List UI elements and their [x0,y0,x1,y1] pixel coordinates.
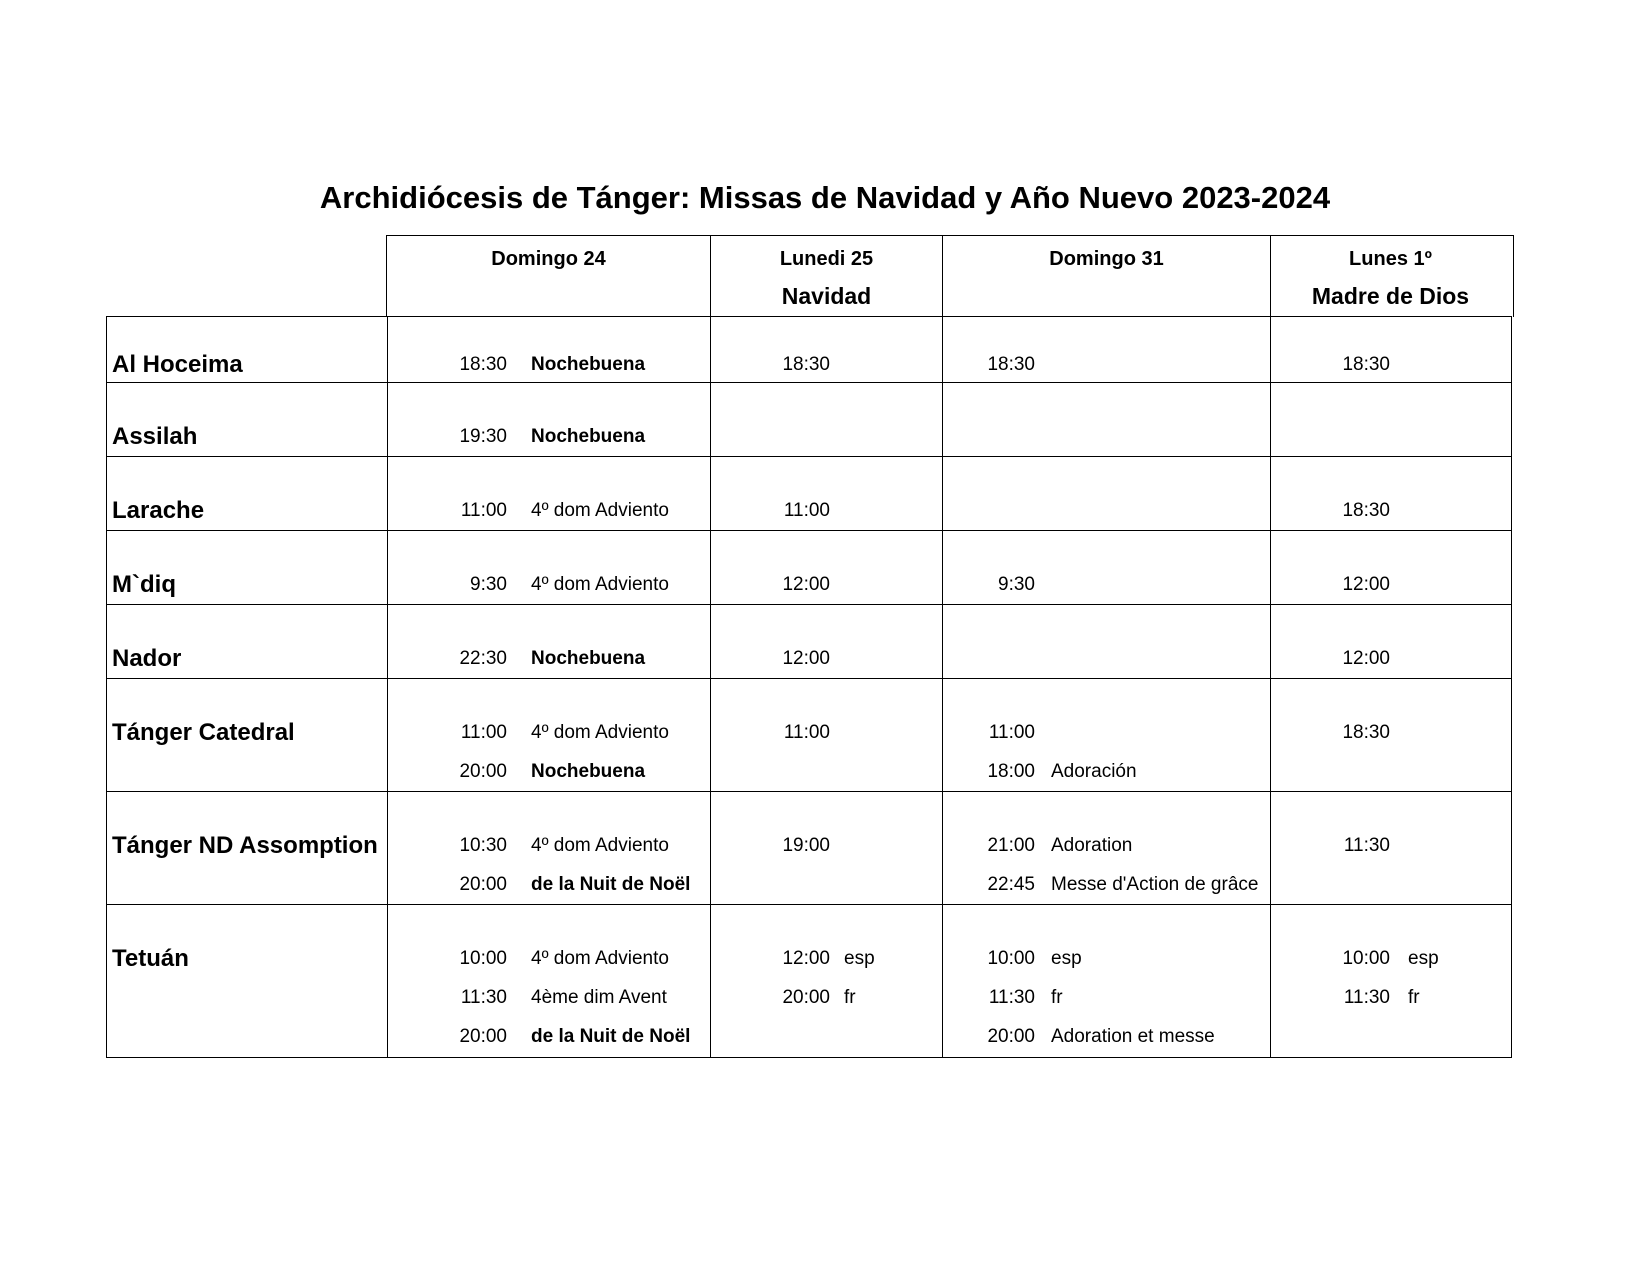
mass-entry [943,874,1258,896]
table-header [386,235,1514,317]
schedule-cell [1270,531,1510,604]
mass-description: de la Nuit de Noël [531,874,691,895]
mass-entry [388,874,690,896]
mass-description: Adoración [1051,761,1137,782]
mass-entry [1271,500,1408,522]
mass-entry [388,987,667,1009]
mass-description: fr [1051,987,1063,1008]
mass-time: 22:45 [987,874,1035,895]
mass-entry [943,354,1051,376]
mass-description: 4º dom Adviento [531,835,669,856]
mass-entry [943,574,1051,596]
mass-time: 11:30 [460,987,507,1008]
mass-time: 11:00 [460,500,507,521]
mass-time: 11:00 [988,722,1035,743]
mass-description: Nochebuena [531,761,646,782]
mass-description: Nochebuena [531,354,646,375]
mass-description: Nochebuena [531,648,646,669]
mass-entry [711,948,875,970]
mass-time: 18:30 [782,354,830,375]
table-row [106,531,1512,605]
mass-time: 20:00 [459,761,507,782]
mass-time: 12:00 [782,948,830,969]
mass-description: fr [844,987,856,1008]
mass-description: esp [1408,948,1439,969]
schedule-cell [387,792,710,904]
mass-description: 4º dom Adviento [531,500,669,521]
mass-description: 4ème dim Avent [531,987,667,1008]
parish-name: Tetuán [112,945,189,972]
schedule-cell [387,383,710,456]
header-label: Domingo 24 [491,248,606,270]
mass-time: 12:00 [782,648,830,669]
schedule-cell [1270,317,1510,382]
mass-entry [711,722,844,744]
mass-entry [943,987,1063,1009]
schedule-cell [387,457,710,530]
mass-time: 9:30 [998,574,1035,595]
table-row [106,383,1512,457]
parish-name: Nador [112,645,182,672]
parish-cell [107,605,387,678]
mass-time: 11:00 [783,500,830,521]
parish-name: Larache [112,497,205,524]
schedule-cell [387,605,710,678]
mass-entry [711,648,844,670]
parish-cell [107,317,387,382]
mass-time: 20:00 [987,1026,1035,1047]
mass-description: de la Nuit de Noël [531,1026,691,1047]
schedule-cell [710,457,942,530]
mass-entry [388,648,645,670]
table-row [106,679,1512,792]
mass-time: 12:00 [782,574,830,595]
mass-description: esp [844,948,875,969]
mass-time: 11:30 [1343,835,1390,856]
mass-time: 21:00 [987,835,1035,856]
header-domingo-24 [387,236,710,317]
header-domingo-31 [942,236,1270,317]
mass-time: 20:00 [782,987,830,1008]
mass-entry [711,835,844,857]
parish-name: Tánger Catedral [112,719,295,746]
mass-entry [388,574,669,596]
schedule-cell [942,679,1270,791]
parish-name: Tánger ND Assomption [112,832,378,859]
schedule-cell [387,905,710,1057]
schedule-cell [387,317,710,382]
mass-description: 4º dom Adviento [531,722,669,743]
mass-time: 12:00 [1342,648,1390,669]
mass-entry [711,987,856,1009]
mass-time: 19:00 [782,835,830,856]
mass-description: 4º dom Adviento [531,574,669,595]
mass-time: 10:00 [1342,948,1390,969]
mass-time: 11:00 [783,722,830,743]
schedule-cell [387,531,710,604]
mass-time: 10:00 [987,948,1035,969]
schedule-cell [1270,905,1510,1057]
schedule-cell [710,792,942,904]
mass-entry [388,354,645,376]
mass-entry [711,354,844,376]
parish-cell [107,679,387,791]
mass-entry [388,835,669,857]
mass-description: 4º dom Adviento [531,948,669,969]
header-lunes-1 [1270,236,1510,317]
schedule-cell [710,317,942,382]
mass-entry [388,1026,690,1048]
schedule-cell [1270,679,1510,791]
mass-time: 22:30 [459,648,507,669]
mass-description: Adoration [1051,835,1133,856]
parish-name: Assilah [112,423,198,450]
mass-entry [388,426,645,448]
mass-time: 11:30 [988,987,1035,1008]
mass-time: 11:30 [1343,987,1390,1008]
schedule-cell [942,792,1270,904]
mass-description: Adoration et messe [1051,1026,1215,1047]
mass-time: 20:00 [459,874,507,895]
mass-time: 9:30 [470,574,507,595]
schedule-cell [942,317,1270,382]
mass-time: 12:00 [1342,574,1390,595]
header-label: Lunedi 25 [779,248,874,270]
mass-entry [711,574,844,596]
table-row [106,905,1512,1058]
mass-entry [1271,948,1439,970]
mass-entry [388,761,645,783]
mass-description: fr [1408,987,1420,1008]
header-lunedi-25 [710,236,942,317]
mass-entry [1271,722,1408,744]
mass-description: Messe d'Action de grâce [1051,874,1259,895]
parish-name: Al Hoceima [112,351,243,378]
mass-time: 20:00 [459,1026,507,1047]
schedule-cell [942,383,1270,456]
mass-time: 10:00 [459,948,507,969]
mass-time: 18:30 [1342,500,1390,521]
schedule-cell [710,531,942,604]
mass-time: 18:30 [459,354,507,375]
mass-time: 11:00 [460,722,507,743]
schedule-cell [710,679,942,791]
mass-entry [1271,648,1408,670]
parish-cell [107,792,387,904]
header-label: Lunes 1º [1349,248,1432,270]
parish-cell [107,531,387,604]
mass-entry [943,835,1132,857]
page-title: Archidiócesis de Tánger: Missas de Navidad y Año Nuevo 2023-2024 [319,180,1331,215]
schedule-cell [1270,383,1510,456]
mass-time: 18:30 [987,354,1035,375]
mass-time: 19:30 [459,426,507,447]
mass-time: 18:30 [1342,354,1390,375]
mass-entry [388,948,669,970]
schedule-cell [942,531,1270,604]
parish-cell [107,905,387,1057]
header-label: Domingo 31 [1049,248,1164,270]
header-sublabel: Navidad [781,283,872,309]
schedule-cell [387,679,710,791]
mass-time: 18:30 [1342,722,1390,743]
mass-entry [943,1026,1215,1048]
table-row [106,792,1512,905]
schedule-cell [710,905,942,1057]
schedule-cell [1270,792,1510,904]
parish-cell [107,457,387,530]
mass-entry [388,500,669,522]
table-row [106,605,1512,679]
mass-description: Nochebuena [531,426,646,447]
mass-entry [1271,354,1408,376]
mass-entry [1271,987,1420,1009]
mass-entry [388,722,669,744]
schedule-cell [1270,457,1510,530]
mass-entry [943,948,1082,970]
parish-name: M`diq [112,571,176,598]
mass-time: 10:30 [459,835,507,856]
schedule-cell [942,905,1270,1057]
table-row [106,457,1512,531]
mass-entry [943,722,1051,744]
schedule-cell [942,605,1270,678]
mass-entry [1271,835,1408,857]
mass-entry [943,761,1137,783]
schedule-cell [710,383,942,456]
parish-cell [107,383,387,456]
schedule-cell [710,605,942,678]
mass-entry [711,500,844,522]
schedule-cell [1270,605,1510,678]
mass-description: esp [1051,948,1082,969]
mass-time: 18:00 [987,761,1035,782]
schedule-cell [942,457,1270,530]
table-row [106,316,1512,383]
header-sublabel: Madre de Dios [1311,283,1470,309]
mass-entry [1271,574,1408,596]
